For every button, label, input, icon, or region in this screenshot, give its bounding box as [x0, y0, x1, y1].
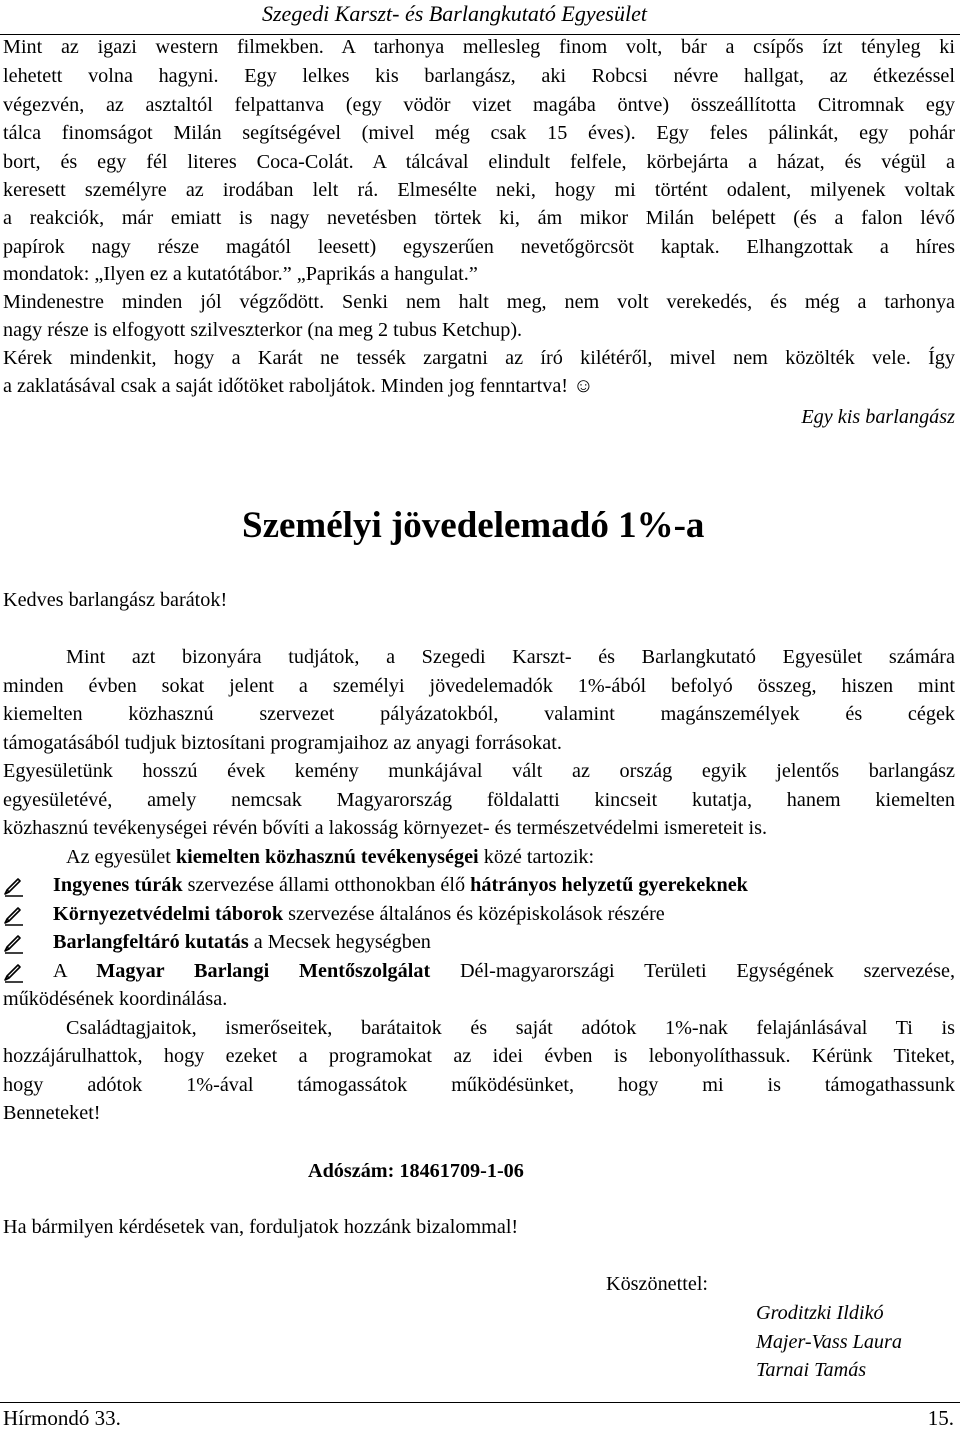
- paragraph-line: egyesületévé, amely nemcsak Magyarország földalatti kincseit kutatja, hanem kiemelten: [3, 789, 955, 811]
- list-item-text: a Mecsek hegységben: [248, 931, 431, 953]
- story-line: végezvén, az asztaltól felpattanva (egy vödör vizet magába öntve) összeállította Citromnak egy: [3, 94, 955, 116]
- list-item-text: Dél-magyarországi Területi Egységének szervezése,: [430, 960, 955, 982]
- page-footer: [0, 1402, 960, 1438]
- signatory: Groditzki Ildikó: [756, 1302, 884, 1324]
- paragraph-line: Mint azt bizonyára tudjátok, a Szegedi Karszt- és Barlangkutató Egyesület számára: [66, 646, 955, 668]
- article-title: Személyi jövedelemadó 1%-a: [242, 505, 705, 546]
- paragraph-line: támogatásából tudjuk biztosítani programjaihoz az anyagi forrásokat.: [3, 732, 562, 754]
- story-line: Kérek mindenkit, hogy a Karát ne tessék zargatni az író kilétéről, mivel nem közölték vele. Így: [3, 347, 955, 369]
- list-item: [53, 957, 955, 986]
- paragraph-line: közhasznú tevékenységei révén bővíti a lakosság környezet- és természetvédelmi ismereteit is.: [3, 817, 768, 839]
- paragraph-line: Benneteket!: [3, 1102, 101, 1124]
- story-line: bort, és egy fél literes Coca-Colát. A tálcával elindult felfele, körbejárta a házat, és végül a: [3, 151, 955, 173]
- list-item-text: szervezése állami otthonokban élő: [182, 874, 471, 896]
- story-line: Mindenestre minden jól végződött. Senki nem halt meg, nem volt verekedés, és még a tarhonya: [3, 291, 955, 313]
- list-item: [53, 900, 665, 929]
- list-item-text: A: [53, 960, 97, 982]
- list-intro-bold: kiemelten közhasznú tevékenységei: [175, 846, 479, 868]
- signatory: Majer-Vass Laura: [756, 1331, 902, 1353]
- list-item-bold: hátrányos helyzetű gyerekeknek: [470, 874, 748, 896]
- paragraph-line: Családtagjaitok, ismerőseitek, barátaitok és saját adótok 1%-nak felajánlásával Ti is: [66, 1017, 955, 1039]
- writing-hand-icon: [3, 876, 25, 898]
- writing-hand-icon: [3, 933, 25, 955]
- list-item: [53, 871, 748, 900]
- paragraph-line: kiemelten közhasznú szervezet pályázatokból, valamint magánszemélyek és cégek: [3, 703, 955, 725]
- story-line: nagy része is elfogyott szilveszterkor (na meg 2 tubus Ketchup).: [3, 319, 523, 341]
- writing-hand-icon: [3, 905, 25, 927]
- story-line: lehetett volna hagyni. Egy lelkes kis barlangász, aki Robcsi névre hallgat, az étkezéssel: [3, 65, 955, 87]
- paragraph-line: hogy adótok 1%-ával támogassátok működésünket, hogy mi is támogathassunk: [3, 1074, 955, 1096]
- story-line: keresett személyre az irodában lelt rá. Elmesélte neki, hogy mi történt odalent, milyenek voltak: [3, 179, 955, 201]
- story-line: a reakciók, már emiatt is nagy nevetésben törtek ki, ám mikor Milán belépett (és a falon lévő: [3, 207, 955, 229]
- list-intro: [66, 843, 946, 872]
- greeting: Kedves barlangász barátok!: [3, 589, 228, 611]
- signatory: Tarnai Tamás: [756, 1359, 867, 1381]
- story-line: tálca finomságot Milán segítségével (mivel még csak 15 éves). Egy feles pálinkát, egy pohár: [3, 122, 955, 144]
- page-header: [0, 0, 960, 35]
- list-item-bold: Barlangfeltáró kutatás: [53, 931, 249, 953]
- story-line: papírok nagy része magától leesett) egyszerűen nevetőgörcsöt kaptak. Elhangzottak a híres: [3, 236, 955, 258]
- writing-hand-icon: [3, 962, 25, 984]
- list-item-bold: Környezetvédelmi táborok: [53, 903, 284, 925]
- issue-label: Hírmondó 33.: [3, 1406, 121, 1430]
- header-title: Szegedi Karszt- és Barlangkutató Egyesület: [262, 1, 647, 26]
- story-line: mondatok: „Ilyen ez a kutatótábor.” „Paprikás a hangulat.”: [3, 263, 478, 285]
- paragraph-line: minden évben sokat jelent a személyi jövedelemadók 1%-ából befolyó összeg, hiszen mint: [3, 675, 955, 697]
- list-item-text: szervezése általános és középiskolások részére: [283, 903, 665, 925]
- page-number: 15.: [927, 1406, 954, 1430]
- list-intro-text: közé tartozik:: [478, 846, 595, 868]
- list-item-continuation: működésének koordinálása.: [3, 988, 228, 1010]
- story-signature: Egy kis barlangász: [801, 406, 955, 428]
- paragraph-line: hozzájárulhattok, hogy ezeket a programokat az idei évben is lebonyolíthassuk. Kérünk Titeket,: [3, 1045, 955, 1067]
- story-line: Mint az igazi western filmekben. A tarhonya mellesleg finom volt, bár a csípős ízt tényleg ki: [3, 36, 955, 58]
- tax-id-text: Adószám: 18461709-1-06: [308, 1160, 524, 1182]
- story-line: a zaklatásával csak a saját időtöket raboljátok. Minden jog fenntartva! ☺: [3, 375, 594, 397]
- tax-id: [308, 1157, 708, 1186]
- list-item: [53, 928, 431, 957]
- list-item-bold: Ingyenes túrák: [53, 874, 183, 896]
- thanks-text: Köszönettel:: [606, 1273, 709, 1295]
- list-intro-text: Az egyesület: [66, 846, 176, 868]
- questions-text: Ha bármilyen kérdésetek van, forduljatok hozzánk bizalommal!: [3, 1216, 519, 1238]
- list-item-bold: Magyar Barlangi Mentőszolgálat: [96, 960, 431, 982]
- paragraph-line: Egyesületünk hosszú évek kemény munkájával vált az ország egyik jelentős barlangász: [3, 760, 955, 782]
